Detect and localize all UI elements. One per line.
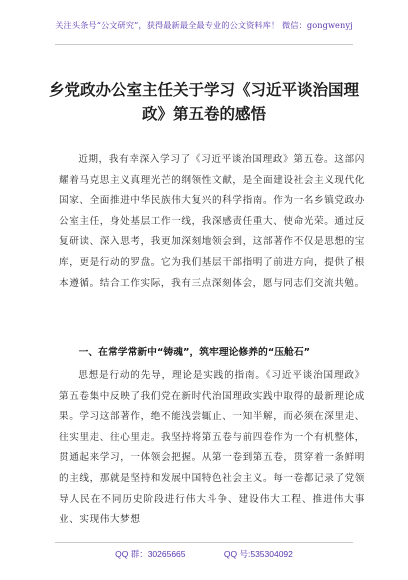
- document-title: 乡党政办公室主任关于学习《习近平谈治国理政》第五卷的感悟: [48, 81, 359, 123]
- body-paragraph-2: 思想是行动的先导，理论是实践的指南。《习近平谈治国理政》第五卷集中反映了我们党在新时代治国理政实践中取得的最新理论成果。学习这部著作，绝不能浅尝辄止、一知半解，而必须在深里走、往实里走、往心里走。我坚持将第五卷与前四卷作为一个有机整体，贯通起来学习，一体领会把握。从第一卷到第五卷，贯穿着一条鲜明的主线，那就是坚持和发展中国特色社会主义。每一卷都记录了党领导人民在不同历史阶段进行伟大斗争、建设伟大工程、推进伟大事业、实现伟大梦想: [59, 370, 365, 526]
- section-heading-1: 一、在常学常新中“铸魂”，筑牢理论修养的“压舱石”: [78, 347, 311, 358]
- header-notice: 关注头条号“公文研究”，获得最新最全最专业的公文资料库！ 微信：gongwenyj: [55, 20, 353, 30]
- footer-qq-number: QQ 号:535304092: [223, 549, 293, 559]
- footer-divider: [55, 542, 353, 543]
- body-paragraph-1: 近期，我有幸深入学习了《习近平谈治国理政》第五卷。这部闪耀着马克思主义真理光芒的纲领性文献，是全面建设社会主义现代化国家、全面推进中华民族伟大复兴的科学指南。作为一名乡镇党政办公室主任，身处基层工作一线，我深感责任重大、使命光荣。通过反复研读、深入思考，我更加深刻地领会到，这部著作不仅是思想的宝库，更是行动的罗盘。它为我们基层干部指明了前进方向，提供了根本遵循。结合工作实际，我有三点深刻体会，愿与同志们交流共勉。: [59, 154, 365, 289]
- footer-contacts: [0, 548, 408, 560]
- header-divider: [55, 44, 353, 45]
- footer-qq-group: QQ 群：30265665: [115, 549, 186, 559]
